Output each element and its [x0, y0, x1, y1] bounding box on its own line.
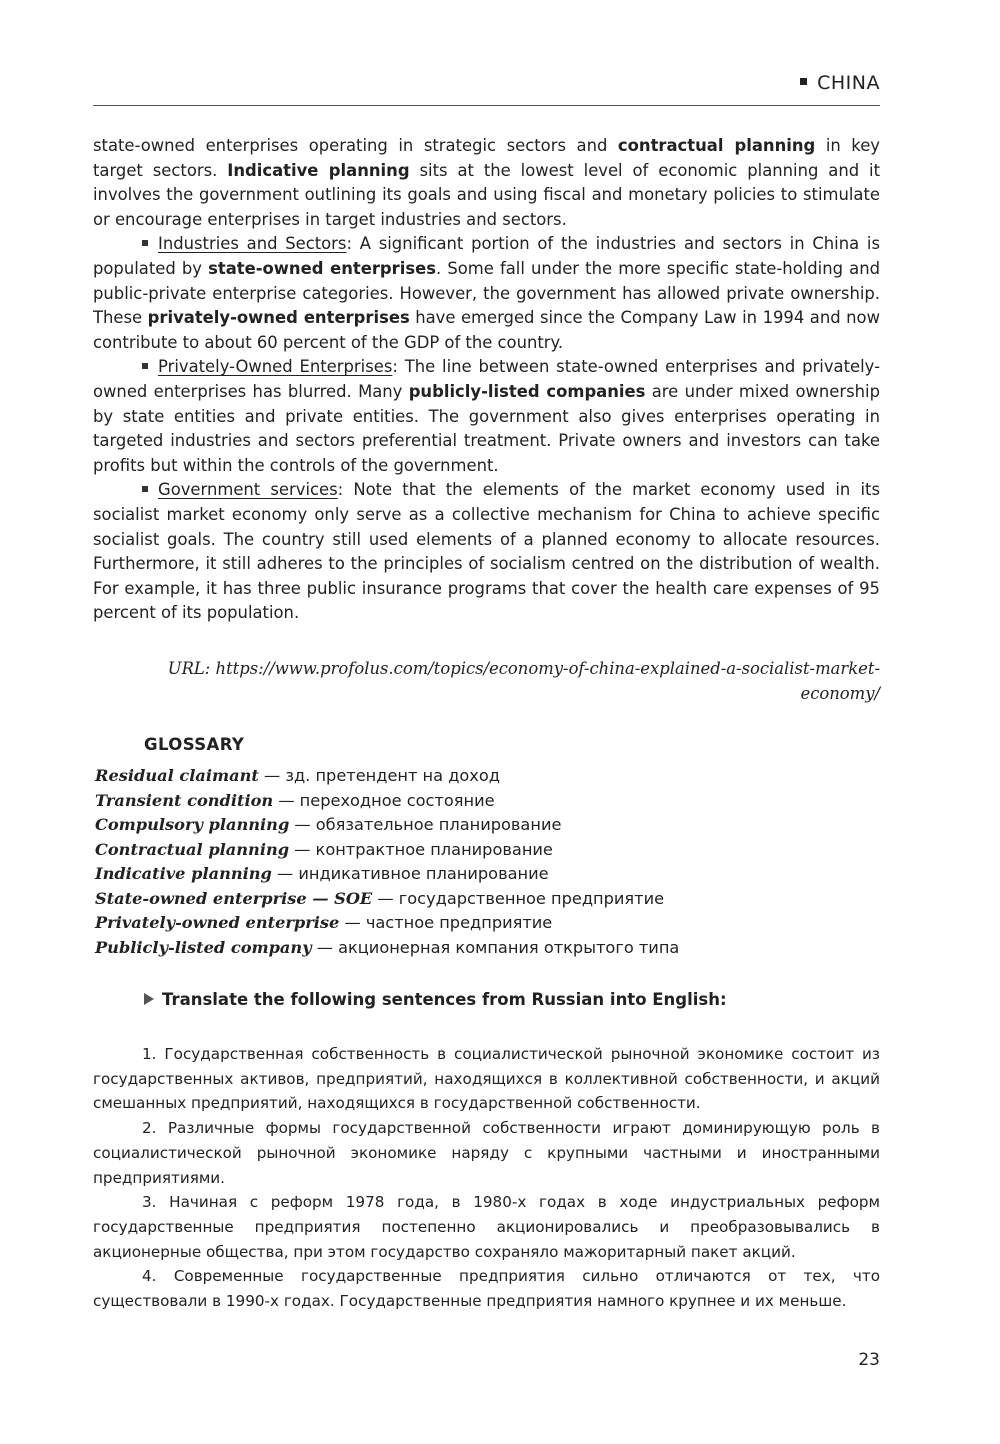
glossary-list — [95, 764, 895, 960]
paragraph-government-services — [93, 478, 880, 626]
paragraph-text: : A significant portion of the industries and sectors in China is populated by — [93, 234, 880, 278]
glossary-translation: — зд. претендент на доход — [258, 766, 500, 785]
glossary-translation: — акционерная компания открытого типа — [311, 937, 680, 957]
square-bullet-icon — [142, 240, 148, 246]
paragraph-text: are under mixed ownership by state entities and private entities. The government also gives enterprises operating in targeted industries and sectors preferential treatment. Private owners and investors can take profits but within the controls of the government. — [93, 381, 880, 475]
glossary-translation: — государственное предприятие — [372, 888, 665, 908]
bold-term: privately-owned enterprises — [147, 308, 410, 328]
bold-term: state-owned enterprises — [208, 258, 436, 278]
square-bullet-icon — [142, 486, 148, 492]
glossary-term: Publicly-listed company — [95, 937, 312, 957]
source-url — [93, 657, 880, 706]
article-body — [93, 134, 880, 626]
glossary-translation: — частное предприятие — [339, 913, 553, 932]
subsection-heading: Industries and Sectors — [158, 234, 347, 254]
url-line: economy/ — [800, 683, 880, 703]
glossary-term: Residual claimant — [95, 766, 259, 785]
glossary-translation: — контрактное планирование — [289, 839, 553, 859]
triangle-arrow-icon — [144, 993, 154, 1005]
paragraph-text: in key target sectors. — [93, 136, 880, 180]
paragraph-text: : The line between state-owned enterprises and privately-owned enterprises has blurred. Many — [93, 357, 880, 401]
header-divider — [93, 105, 880, 106]
paragraph-private-enterprises — [93, 355, 880, 478]
paragraph-planning — [93, 134, 880, 232]
section-title: CHINA — [817, 72, 880, 94]
subsection-heading: Government services — [158, 480, 338, 500]
glossary-entry — [95, 911, 895, 936]
bold-term: Indicative planning — [227, 160, 410, 180]
glossary-entry — [95, 838, 895, 863]
paragraph-text: : Note that the elements of the market economy used in its socialist market economy only serve as a collective mechanism for China to achieve specific socialist goals. The country still used elements of a planned economy to allocate resources. Furthermore, it still adheres to the principles of socialism centred on the distribution of wealth. For example, it has three public insurance programs that cover the health care expenses of 95 percent of its population. — [93, 480, 880, 623]
square-bullet-icon — [142, 363, 148, 369]
bold-term: contractual planning — [617, 136, 816, 155]
glossary-term: Privately-owned enterprise — [95, 913, 340, 932]
square-bullet-icon — [800, 78, 807, 85]
glossary-term: Transient condition — [95, 790, 274, 810]
page-number: 23 — [858, 1350, 880, 1370]
glossary-title: GLOSSARY — [144, 735, 245, 754]
subsection-heading: Privately-Owned Enterprises — [158, 357, 393, 377]
glossary-translation: — индикативное планирование — [271, 864, 549, 883]
paragraph-text: state-owned enterprises operating in strategic sectors and — [93, 136, 618, 155]
paragraph-text: sits at the lowest level of economic planning and it involves the government outlining its goals and using fiscal and monetary policies to stimulate or encourage enterprises in target industries and sectors. — [93, 160, 881, 229]
glossary-entry — [95, 936, 895, 961]
exercise-heading — [144, 990, 727, 1009]
bold-term: publicly-listed companies — [408, 381, 646, 401]
paragraph-industries — [93, 232, 880, 355]
glossary-translation: — обязательное планирование — [289, 815, 562, 834]
paragraph-text: have emerged since the Company Law in 1994 and now contribute to about 60 percent of the GDP of the country. — [93, 308, 880, 352]
exercise-sentences — [93, 1042, 880, 1314]
glossary-term: Contractual planning — [95, 839, 290, 859]
running-header — [93, 72, 880, 94]
glossary-entry — [95, 813, 895, 838]
glossary-entry — [95, 789, 895, 814]
exercise-sentence: 3. Начиная с реформ 1978 года, в 1980-х годах в ходе индустриальных реформ государственные предприятия постепенно акционировались и преобразовывались в акционерные общества, при этом государство сохраняло мажоритарный пакет акций. — [93, 1193, 880, 1261]
glossary-term: Indicative planning — [95, 864, 272, 883]
glossary-entry — [95, 764, 895, 789]
glossary-term: State-owned enterprise — SOE — [95, 888, 373, 908]
url-line: URL: https://www.profolus.com/topics/economy-of-china-explained-a-socialist-market- — [167, 659, 880, 678]
exercise-sentence: 1. Государственная собственность в социалистической рыночной экономике состоит из государственных активов, предприятий, находящихся в коллективной собственности, и акций смешанных предприятий, находящихся в государственной собственности. — [93, 1045, 880, 1113]
exercise-instruction: Translate the following sentences from Russian into English: — [162, 990, 727, 1009]
paragraph-text: . Some fall under the more specific state-holding and public-private enterprise categories. However, the government has allowed private ownership. These — [93, 258, 881, 328]
glossary-term: Compulsory planning — [95, 815, 290, 834]
glossary-entry — [95, 862, 895, 887]
exercise-sentence: 4. Современные государственные предприятия сильно отличаются от тех, что существовали в 1990-х годах. Государственные предприятия намного крупнее и их меньше. — [93, 1267, 880, 1311]
glossary-translation: — переходное состояние — [273, 790, 495, 810]
exercise-sentence: 2. Различные формы государственной собственности играют доминирующую роль в социалистической рыночной экономике наряду с крупными частными и иностранными предприятиями. — [93, 1119, 880, 1187]
glossary-entry — [95, 887, 895, 912]
